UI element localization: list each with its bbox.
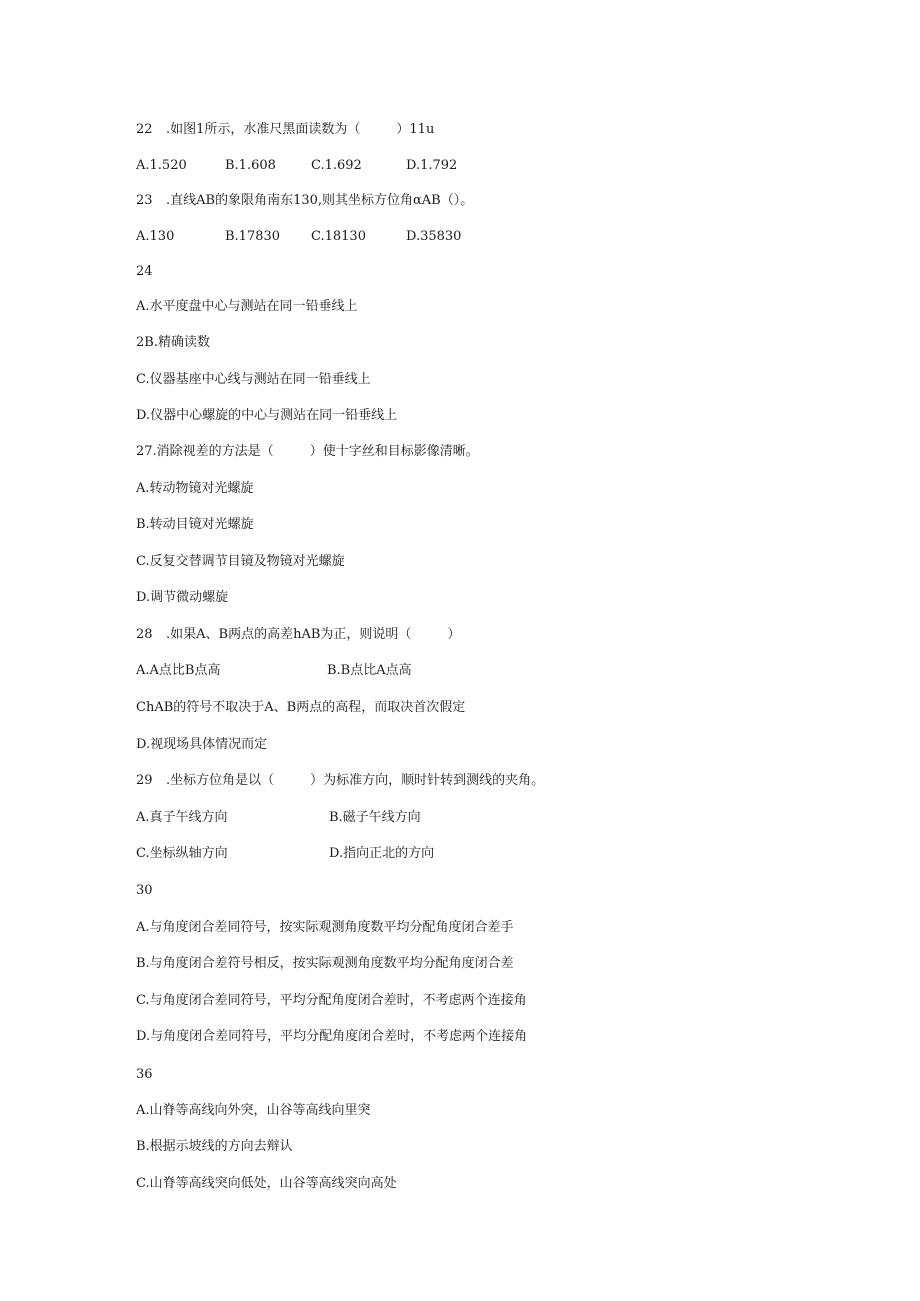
option-a: A.真子午线方向 — [136, 810, 228, 825]
question-23-stem — [136, 193, 473, 209]
option-d: D.与角度闭合差同符号，平均分配角度闭合差时，不考虑两个连接角 — [136, 1029, 528, 1044]
question-text-end: ）使十字丝和目标影像清晰。 — [309, 444, 479, 459]
option-d: D.视现场具体情况而定 — [136, 737, 268, 752]
option-b: B.B点比A点高 — [327, 663, 412, 678]
option-a: A.1.520 — [136, 158, 187, 173]
option-c: C.18130 — [311, 229, 366, 244]
question-text-end: ）为标准方向，顺时针转到测线的夹角。 — [310, 773, 545, 788]
option-b: B.与角度闭合差符号相反，按实际观测角度数平均分配角度闭合差 — [136, 956, 514, 971]
question-29-stem — [136, 773, 544, 789]
question-number: 23 — [136, 193, 153, 208]
option-b: B.1.608 — [225, 158, 276, 173]
option-a: A.水平度盘中心与测站在同一铅垂线上 — [136, 299, 358, 314]
option-c: C.坐标纵轴方向 — [136, 846, 228, 861]
question-text-end: ）11u — [396, 122, 435, 137]
option-d: D.指向正北的方向 — [329, 846, 435, 861]
option-a: A.山脊等高线向外突，山谷等高线向里突 — [136, 1103, 371, 1118]
question-text: .如果A、B两点的高差hAB为正，则说明（ — [166, 627, 412, 642]
option-c: C.1.692 — [311, 158, 362, 173]
option-a: A.转动物镜对光螺旋 — [136, 481, 254, 496]
question-36-number: 36 — [136, 1067, 153, 1082]
question-28-stem — [136, 627, 460, 643]
question-30-number: 30 — [136, 883, 153, 898]
option-a: A.A点比B点高 — [136, 663, 221, 678]
option-c: C.仪器基座中心线与测站在同一铅垂线上 — [136, 372, 371, 387]
option-c: C.与角度闭合差同符号，平均分配角度闭合差时，不考虑两个连接角 — [136, 993, 527, 1008]
option-a: A.130 — [136, 229, 175, 244]
question-number: 22 — [136, 122, 153, 137]
question-number: 29 — [136, 773, 153, 788]
option-d: D.1.792 — [406, 158, 458, 173]
question-text: 27.消除视差的方法是（ — [136, 444, 274, 459]
option-b: B.17830 — [225, 229, 281, 244]
option-c: C.山脊等高线突向低处，山谷等高线突向高处 — [136, 1176, 397, 1191]
question-text: .坐标方位角是以（ — [166, 773, 275, 788]
question-text: .如图1所示，水准尺黑面读数为（ — [166, 122, 361, 137]
option-d: D.仪器中心螺旋的中心与测站在同一铅垂线上 — [136, 408, 398, 423]
question-number: 28 — [136, 627, 153, 642]
option-a: A.与角度闭合差同符号，按实际观测角度数平均分配角度闭合差手 — [136, 920, 514, 935]
question-24-number: 24 — [136, 264, 153, 279]
question-22-stem — [136, 122, 434, 138]
option-b: 2B.精确读数 — [136, 335, 210, 350]
option-b: B.磁子午线方向 — [329, 810, 421, 825]
option-d: D.调节微动螺旋 — [136, 590, 229, 605]
question-text: .直线AB的象限角南东130,则其坐标方位角αAB（）。 — [166, 193, 474, 208]
option-d: D.35830 — [406, 229, 462, 244]
option-c: ChAB的符号不取决于A、B两点的高程，而取决首次假定 — [136, 700, 466, 715]
question-27-stem — [136, 444, 479, 460]
option-b: B.根据示坡线的方向去辩认 — [136, 1139, 293, 1154]
option-c: C.反复交替调节目镜及物镜对光螺旋 — [136, 554, 345, 569]
option-b: B.转动目镜对光螺旋 — [136, 517, 254, 532]
question-text-end: ） — [447, 627, 461, 642]
